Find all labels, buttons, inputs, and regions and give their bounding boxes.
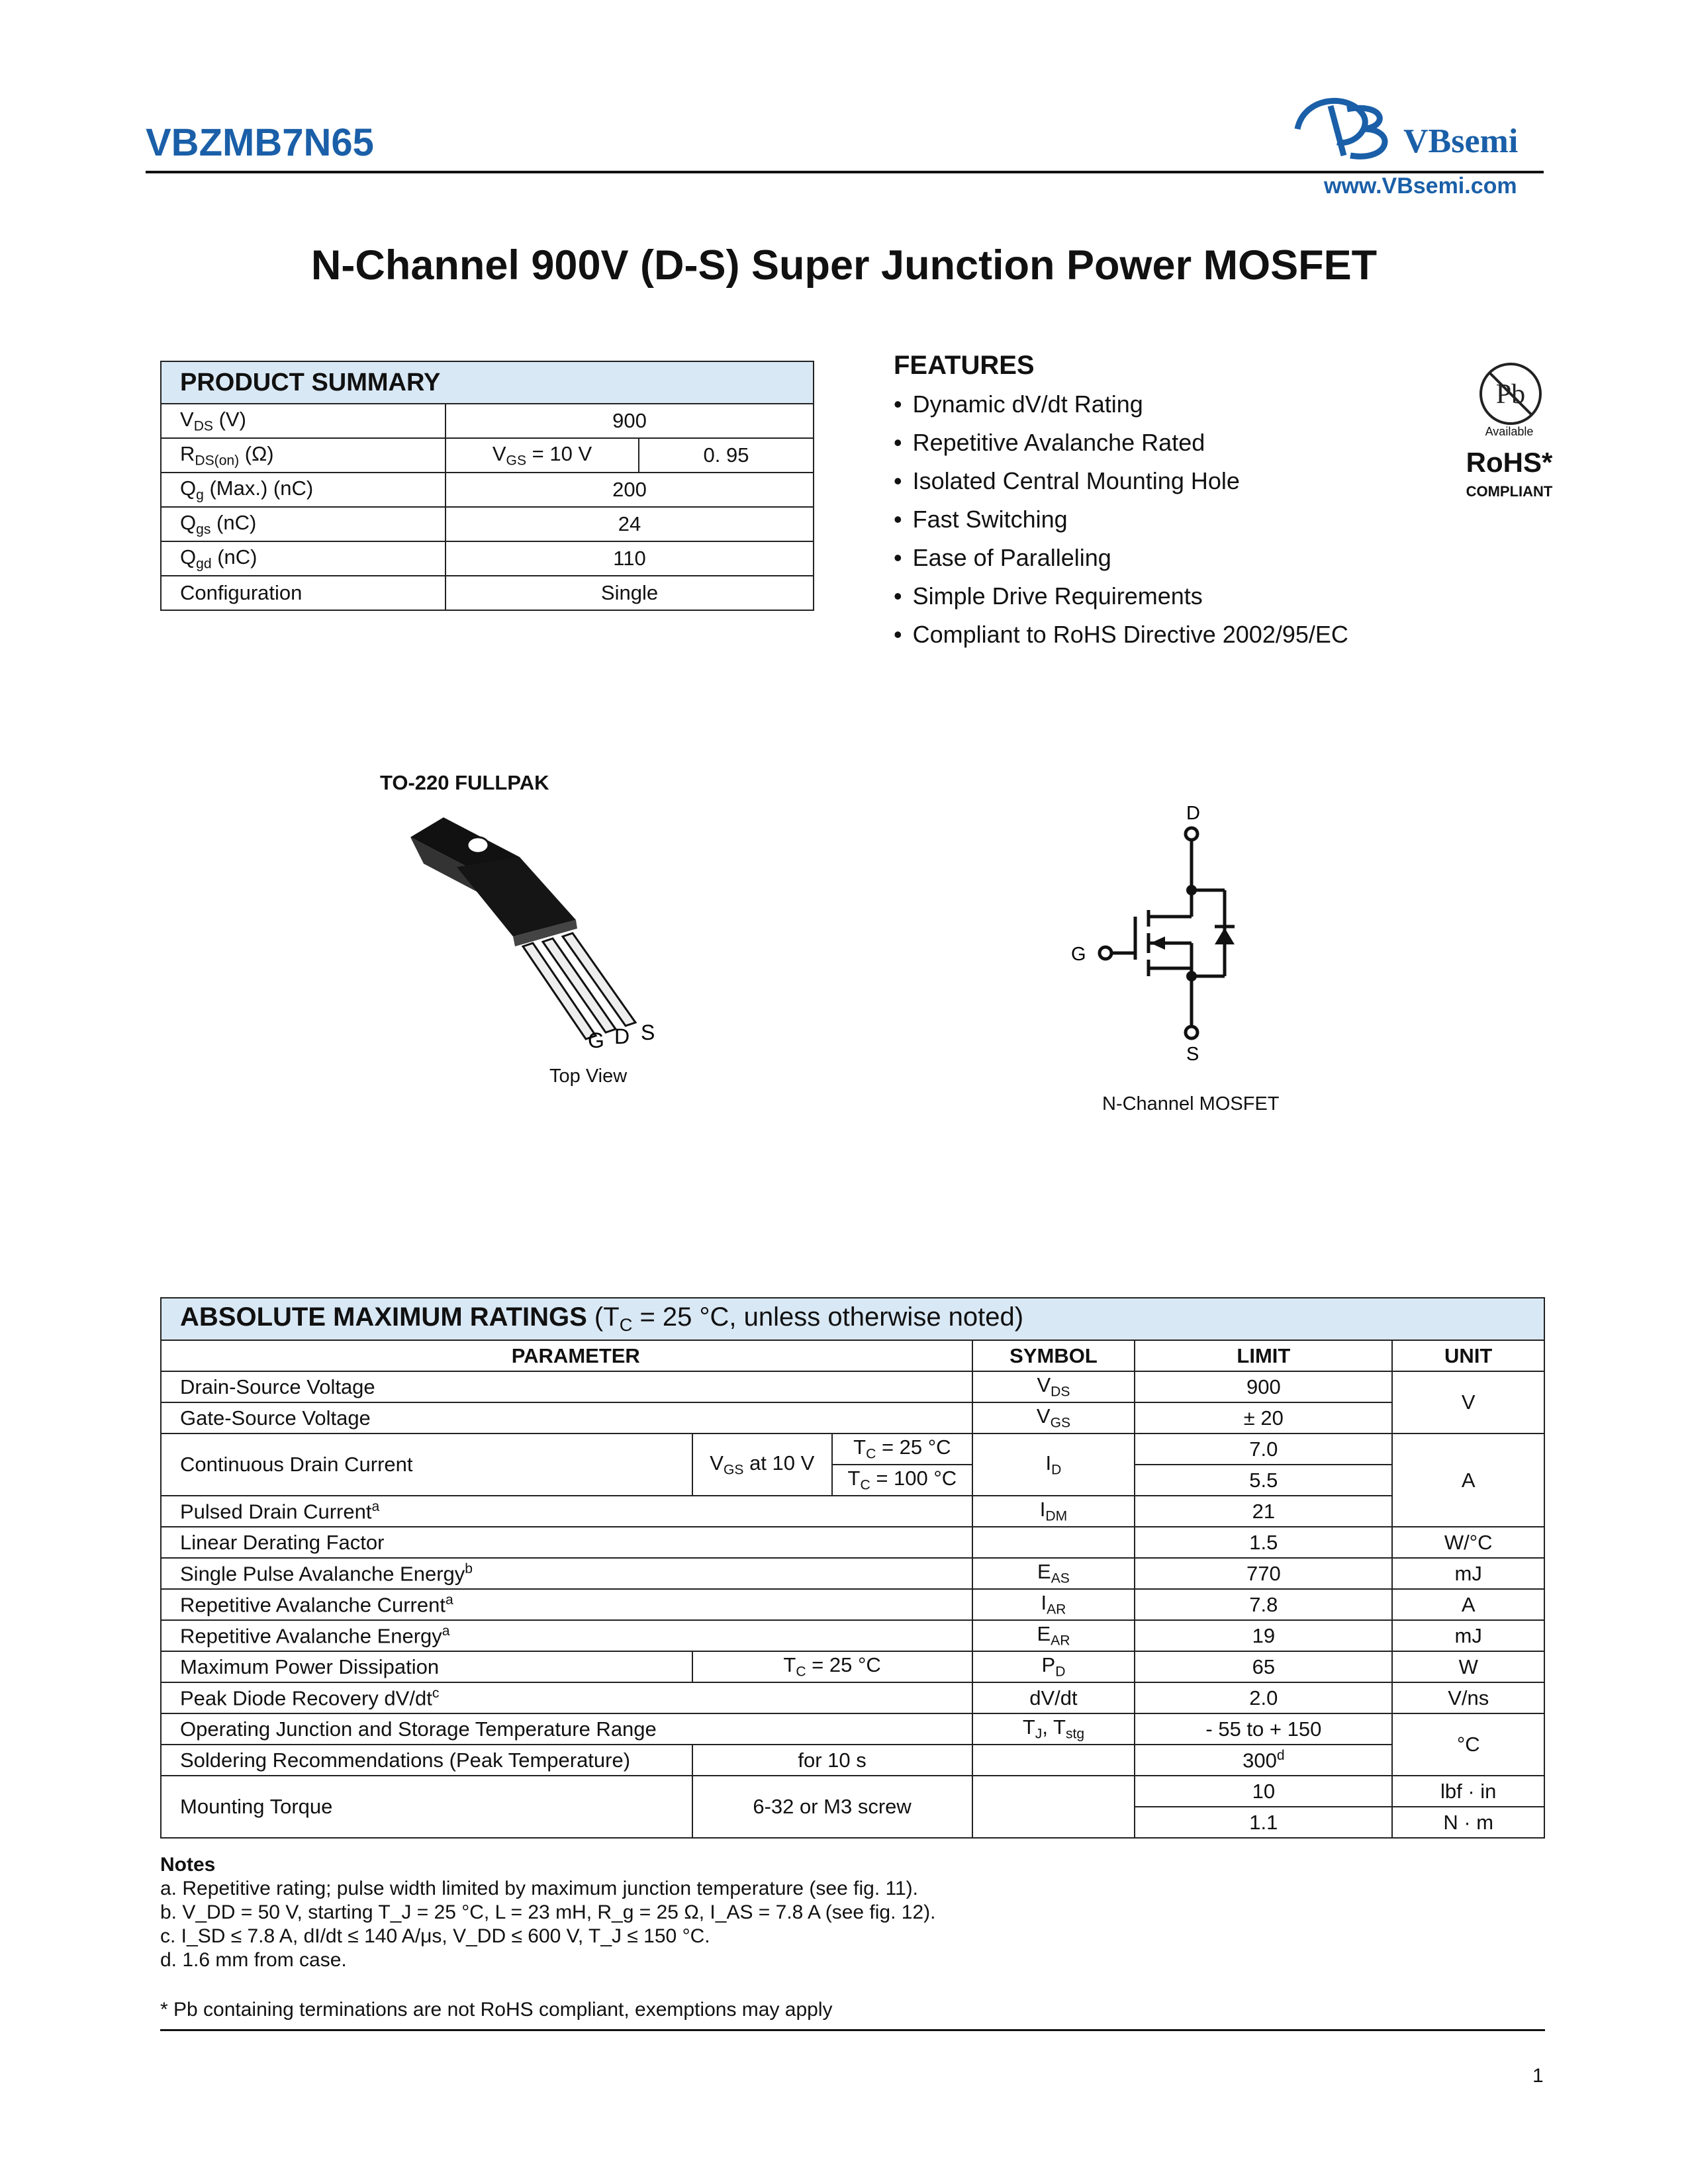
gate-label: G [1071, 944, 1086, 965]
list-item: • Ease of Paralleling [894, 539, 1348, 577]
list-item: • Repetitive Avalanche Rated [894, 424, 1348, 462]
vbsemi-logo [1291, 89, 1549, 165]
schematic-caption: N-Channel MOSFET [1102, 1093, 1280, 1115]
table-row: $T_C = 100$ °C 5.5 [161, 1465, 1544, 1496]
note-a: a. Repetitive rating; pulse width limited by maximum junction temperature (see fig. 11). [160, 1878, 918, 1899]
table-row: Peak Diode Recovery $dV/dt^c$ dV/dt 2.0 V/ns [161, 1682, 1544, 1713]
part-number: VBZMB7N65 [146, 121, 374, 164]
list-item: • Isolated Central Mounting Hole [894, 462, 1348, 500]
table-row: Soldering Recommendations (Peak Temperature) for 10 s 300$^d$ [161, 1745, 1544, 1776]
rohs-label: RoHS* [1466, 447, 1553, 478]
note-c: c. I_SD ≤ 7.8 A, dI/dt ≤ 140 A/μs, V_DD ≤ 600 V, T_J ≤ 150 °C. [160, 1925, 710, 1947]
table-row: Pulsed Drain Current$^a$ $I_{DM}$ 21 [161, 1496, 1544, 1527]
source-label: S [1186, 1044, 1199, 1062]
svg-text:Pb: Pb [1495, 379, 1526, 410]
amr-heading: ABSOLUTE MAXIMUM RATINGS ($T_C = 25$ °C, unless otherwise noted) [161, 1298, 1544, 1340]
table-row: Continuous Drain Current $V_{GS}$ at 10 V $T_C = 25$ °C $I_D$ 7.0 A [161, 1433, 1544, 1465]
absolute-max-ratings-table [160, 1297, 1545, 1839]
pb-free-icon [1477, 361, 1544, 427]
notes-section [160, 1853, 935, 1972]
notes-heading: Notes [160, 1854, 216, 1876]
note-d: d. 1.6 mm from case. [160, 1949, 347, 1971]
pin-s-label: S [641, 1021, 655, 1044]
page-number: 1 [1532, 2065, 1544, 2087]
table-row: Repetitive Avalanche Current$^a$ $I_{AR}$ 7.8 A [161, 1589, 1544, 1620]
pb-available-label: Available [1485, 425, 1534, 438]
table-row: Drain-Source Voltage $V_{DS}$ 900 V [161, 1371, 1544, 1402]
list-item: • Compliant to RoHS Directive 2002/95/EC [894, 615, 1348, 654]
list-item: • Fast Switching [894, 500, 1348, 539]
table-row: Operating Junction and Storage Temperature Range $T_J$, $T_{stg}$ - 55 to + 150 °C [161, 1713, 1544, 1745]
table-row: Single Pulse Avalanche Energy$^b$ $E_{AS}$ 770 mJ [161, 1558, 1544, 1589]
pin-g-label: G [588, 1028, 604, 1049]
table-row: Configuration Single [161, 576, 814, 610]
table-row: 1.1 N · m [161, 1807, 1544, 1838]
list-item: • Simple Drive Requirements [894, 577, 1348, 615]
table-row: Mounting Torque 6-32 or M3 screw 10 lbf · in [161, 1776, 1544, 1807]
package-name: TO-220 FULLPAK [380, 771, 549, 794]
pin-d-label: D [614, 1024, 630, 1048]
note-b: b. V_DD = 50 V, starting T_J = 25 °C, L = 23 mH, R_g = 25 Ω, I_AS = 7.8 A (see fig. 12). [160, 1901, 936, 1923]
table-row: Linear Derating Factor 1.5 W/°C [161, 1527, 1544, 1558]
list-item: • Dynamic dV/dt Rating [894, 385, 1348, 424]
features-list [894, 385, 1348, 654]
product-summary-heading: PRODUCT SUMMARY [161, 361, 814, 404]
table-row: $Q_{gd}$ (nC) 110 [161, 541, 814, 576]
document-title: N-Channel 900V (D-S) Super Junction Power MOSFET [310, 242, 1378, 289]
rohs-compliant-label: COMPLIANT [1466, 483, 1553, 500]
table-header-row: PARAMETER SYMBOL LIMIT UNIT [161, 1340, 1544, 1371]
table-row: Gate-Source Voltage $V_{GS}$ ± 20 [161, 1402, 1544, 1433]
table-row: Maximum Power Dissipation $T_C = 25$ °C $P_D$ 65 W [161, 1651, 1544, 1682]
product-summary-table [160, 361, 814, 611]
table-row: $Q_g$ (Max.) (nC) 200 [161, 473, 814, 507]
footer-rule [160, 2029, 1545, 2031]
table-row: $V_{DS}$ (V) 900 [161, 404, 814, 438]
features-heading: FEATURES [894, 351, 1035, 380]
table-row: $Q_{gs}$ (nC) 24 [161, 507, 814, 541]
table-row: Repetitive Avalanche Energy$^a$ $E_{AR}$ 19 mJ [161, 1620, 1544, 1651]
website-link[interactable]: www.VBsemi.com [1324, 173, 1517, 199]
package-view-label: Top View [549, 1066, 628, 1087]
brand-name: VBsemi [1403, 122, 1519, 160]
table-row: $R_{DS(on)}$ (Ω) $V_{GS} = 10$ V 0. 95 [161, 438, 814, 473]
mosfet-schematic [1059, 797, 1258, 1062]
rohs-footnote: * Pb containing terminations are not RoHS compliant, exemptions may apply [160, 1999, 833, 2021]
drain-label: D [1186, 803, 1200, 824]
package-drawing [397, 811, 675, 1049]
